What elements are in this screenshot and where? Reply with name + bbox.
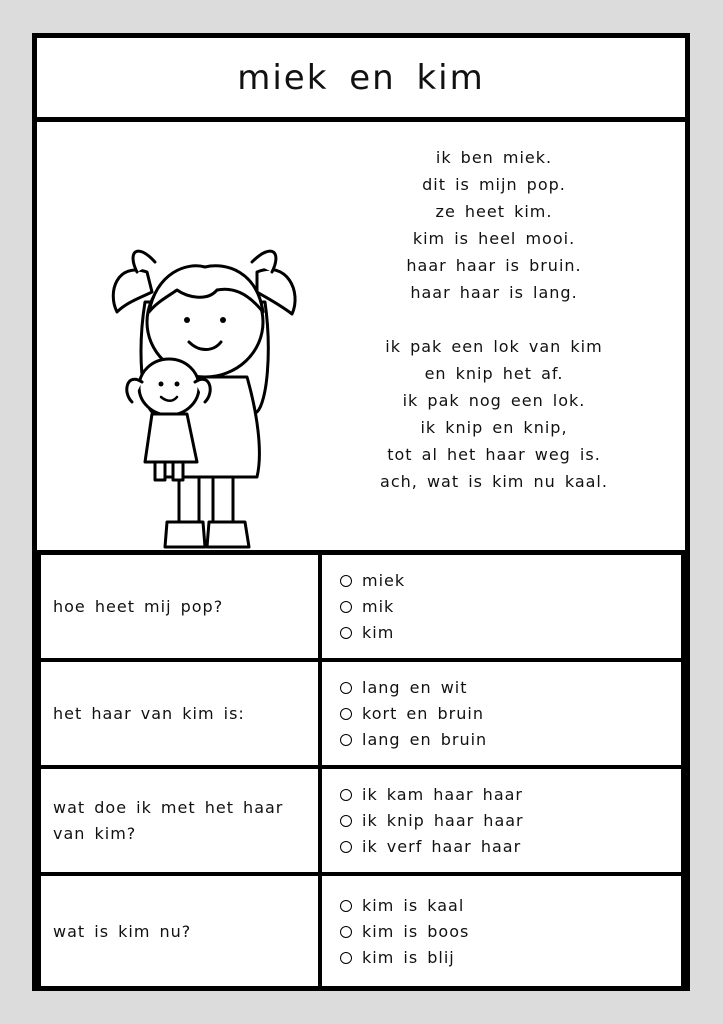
question-text: hoe heet mij pop? [41,555,322,658]
answer-option[interactable] [340,834,681,860]
option-label: ik kam haar haar [362,785,523,804]
radio-circle-icon[interactable] [340,575,352,587]
question-row [37,662,685,769]
answer-option[interactable] [340,893,681,919]
option-label: kim [362,623,395,642]
story-line: dit is mijn pop. [422,175,566,194]
story-line: en knip het af. [424,364,564,383]
stanza-gap [359,306,629,333]
story-line: ik ben miek. [435,148,553,167]
title-box [37,38,685,122]
story-line: haar haar is lang. [410,283,578,302]
option-label: lang en bruin [362,730,488,749]
option-label: kim is boos [362,922,470,941]
answer-options [322,662,681,765]
answer-option[interactable] [340,782,681,808]
option-label: kort en bruin [362,704,484,723]
radio-circle-icon[interactable] [340,708,352,720]
answer-option[interactable] [340,594,681,620]
story-line: kim is heel mooi. [412,229,576,248]
option-label: kim is kaal [362,896,465,915]
question-table [37,555,685,987]
radio-circle-icon[interactable] [340,926,352,938]
radio-circle-icon[interactable] [340,952,352,964]
answer-option[interactable] [340,701,681,727]
story-line: ik pak nog een lok. [402,391,586,410]
answer-options [322,876,681,987]
story-line: haar haar is bruin. [406,256,582,275]
worksheet [32,33,690,991]
answer-option[interactable] [340,808,681,834]
radio-circle-icon[interactable] [340,682,352,694]
option-label: kim is blij [362,948,455,967]
story-line: tot al het haar weg is. [387,445,601,464]
option-label: lang en wit [362,678,468,697]
question-text: wat is kim nu? [41,876,322,987]
question-text: wat doe ik met het haar van kim? [41,769,322,872]
story-line: ik pak een lok van kim [385,337,603,356]
girl-with-doll-icon [107,242,307,562]
radio-circle-icon[interactable] [340,815,352,827]
radio-circle-icon[interactable] [340,734,352,746]
answer-option[interactable] [340,727,681,753]
answer-option[interactable] [340,568,681,594]
page-title: miek en kim [237,57,485,98]
option-label: ik knip haar haar [362,811,524,830]
question-row [37,876,685,987]
answer-option[interactable] [340,675,681,701]
answer-options [322,769,681,872]
question-text: het haar van kim is: [41,662,322,765]
option-label: ik verf haar haar [362,837,522,856]
story-line: ze heet kim. [435,202,553,221]
question-row [37,555,685,662]
story-box [37,122,685,555]
option-label: miek [362,571,406,590]
story-text [359,144,629,495]
radio-circle-icon[interactable] [340,841,352,853]
story-line: ik knip en knip, [420,418,568,437]
answer-option[interactable] [340,945,681,971]
radio-circle-icon[interactable] [340,601,352,613]
radio-circle-icon[interactable] [340,900,352,912]
radio-circle-icon[interactable] [340,627,352,639]
answer-option[interactable] [340,620,681,646]
answer-options [322,555,681,658]
radio-circle-icon[interactable] [340,789,352,801]
story-line: ach, wat is kim nu kaal. [380,472,608,491]
answer-option[interactable] [340,919,681,945]
question-row [37,769,685,876]
option-label: mik [362,597,395,616]
